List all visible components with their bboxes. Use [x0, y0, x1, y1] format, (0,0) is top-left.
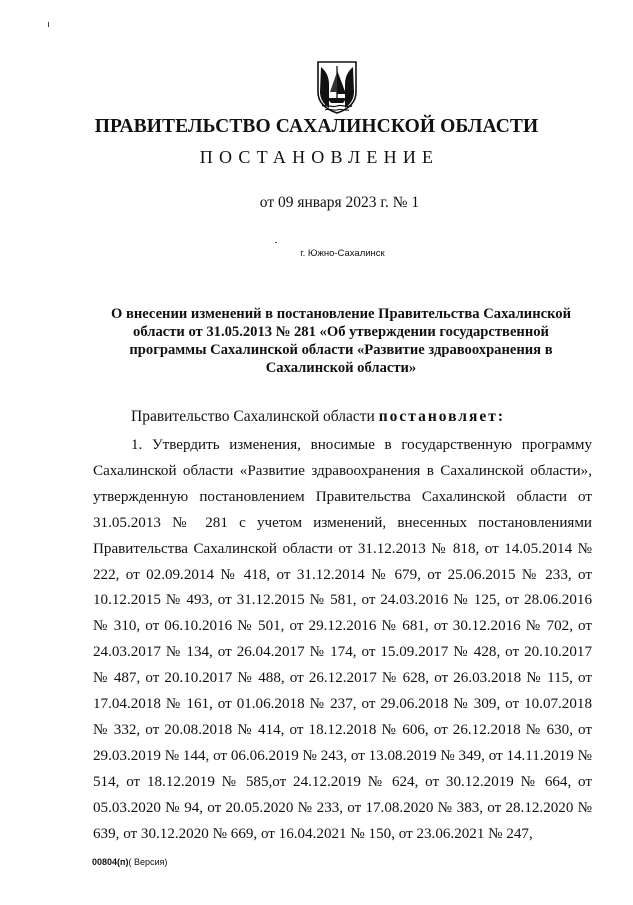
- paragraph-1: 1. Утвердить изменения, вносимые в государственную программу Сахалинской области «Развитие здравоохранения в Сахалинской области», утвержденную постановлением Правительства Сахалинской области от 31.05.2013 № 281 с учетом изменений, внесенных постановлениями Правительства Сахалинской области от 31.12.2013 № 818, от 14.05.2014 № 222, от 02.09.2014 № 418, от 31.12.2014 № 679, от 25.06.2015 № 233, от 10.12.2015 № 493, от 31.12.2015 № 581, от 24.03.2016 № 125, от 28.06.2016 № 310, от 06.10.2016 № 501, от 29.12.2016 № 681, от 30.12.2016 № 702, от 24.03.2017 № 134, от 26.04.2017 № 174, от 15.09.2017 № 428, от 20.10.2017 № 487, от 20.10.2017 № 488, от 26.12.2017 № 628, от 26.03.2018 № 115, от 17.04.2018 № 161, от 01.06.2018 № 237, от 29.06.2018 № 309, от 10.07.2018 № 332, от 20.08.2018 № 414, от 18.12.2018 № 606, от 26.12.2018 № 630, от 29.03.2019 № 144, от 06.06.2019 № 243, от 13.08.2019 № 349, от 14.11.2019 № 514, от 18.12.2019 № 585,от 24.12.2019 № 624, от 30.12.2019 № 664, от 05.03.2020 № 94, от 20.05.2020 № 233, от 17.08.2020 № 383, от 28.12.2020 № 639, от 30.12.2020 № 669, от 16.04.2021 № 150, от 23.06.2021 № 247,: [93, 437, 592, 842]
- document-place: г. Южно-Сахалинск: [300, 248, 385, 259]
- preamble-decree-word: постановляет:: [378, 408, 506, 425]
- document-subject: О внесении изменений в постановление Правительства Сахалинской области от 31.05.2013 № 281 «Об утверждении государственной программы Сахалинской области «Развитие здравоохранения в Сахалинской области»: [110, 306, 572, 376]
- preamble: [131, 408, 505, 426]
- document-date-number: от 09 января 2023 г. № 1: [259, 194, 420, 211]
- preamble-text: Правительство Сахалинской области: [131, 408, 379, 425]
- scan-speck: [275, 242, 277, 243]
- government-title: ПРАВИТЕЛЬСТВО САХАЛИНСКОЙ ОБЛАСТИ: [94, 116, 539, 137]
- footer-version: ( Версия): [128, 857, 168, 867]
- sakhalin-coat-of-arms-icon: [314, 58, 360, 114]
- scan-speck: [48, 22, 49, 27]
- footer-form-code: 00804(п): [92, 857, 129, 867]
- footer-code: [92, 857, 167, 867]
- document-type: ПОСТАНОВЛЕНИЕ: [199, 147, 440, 167]
